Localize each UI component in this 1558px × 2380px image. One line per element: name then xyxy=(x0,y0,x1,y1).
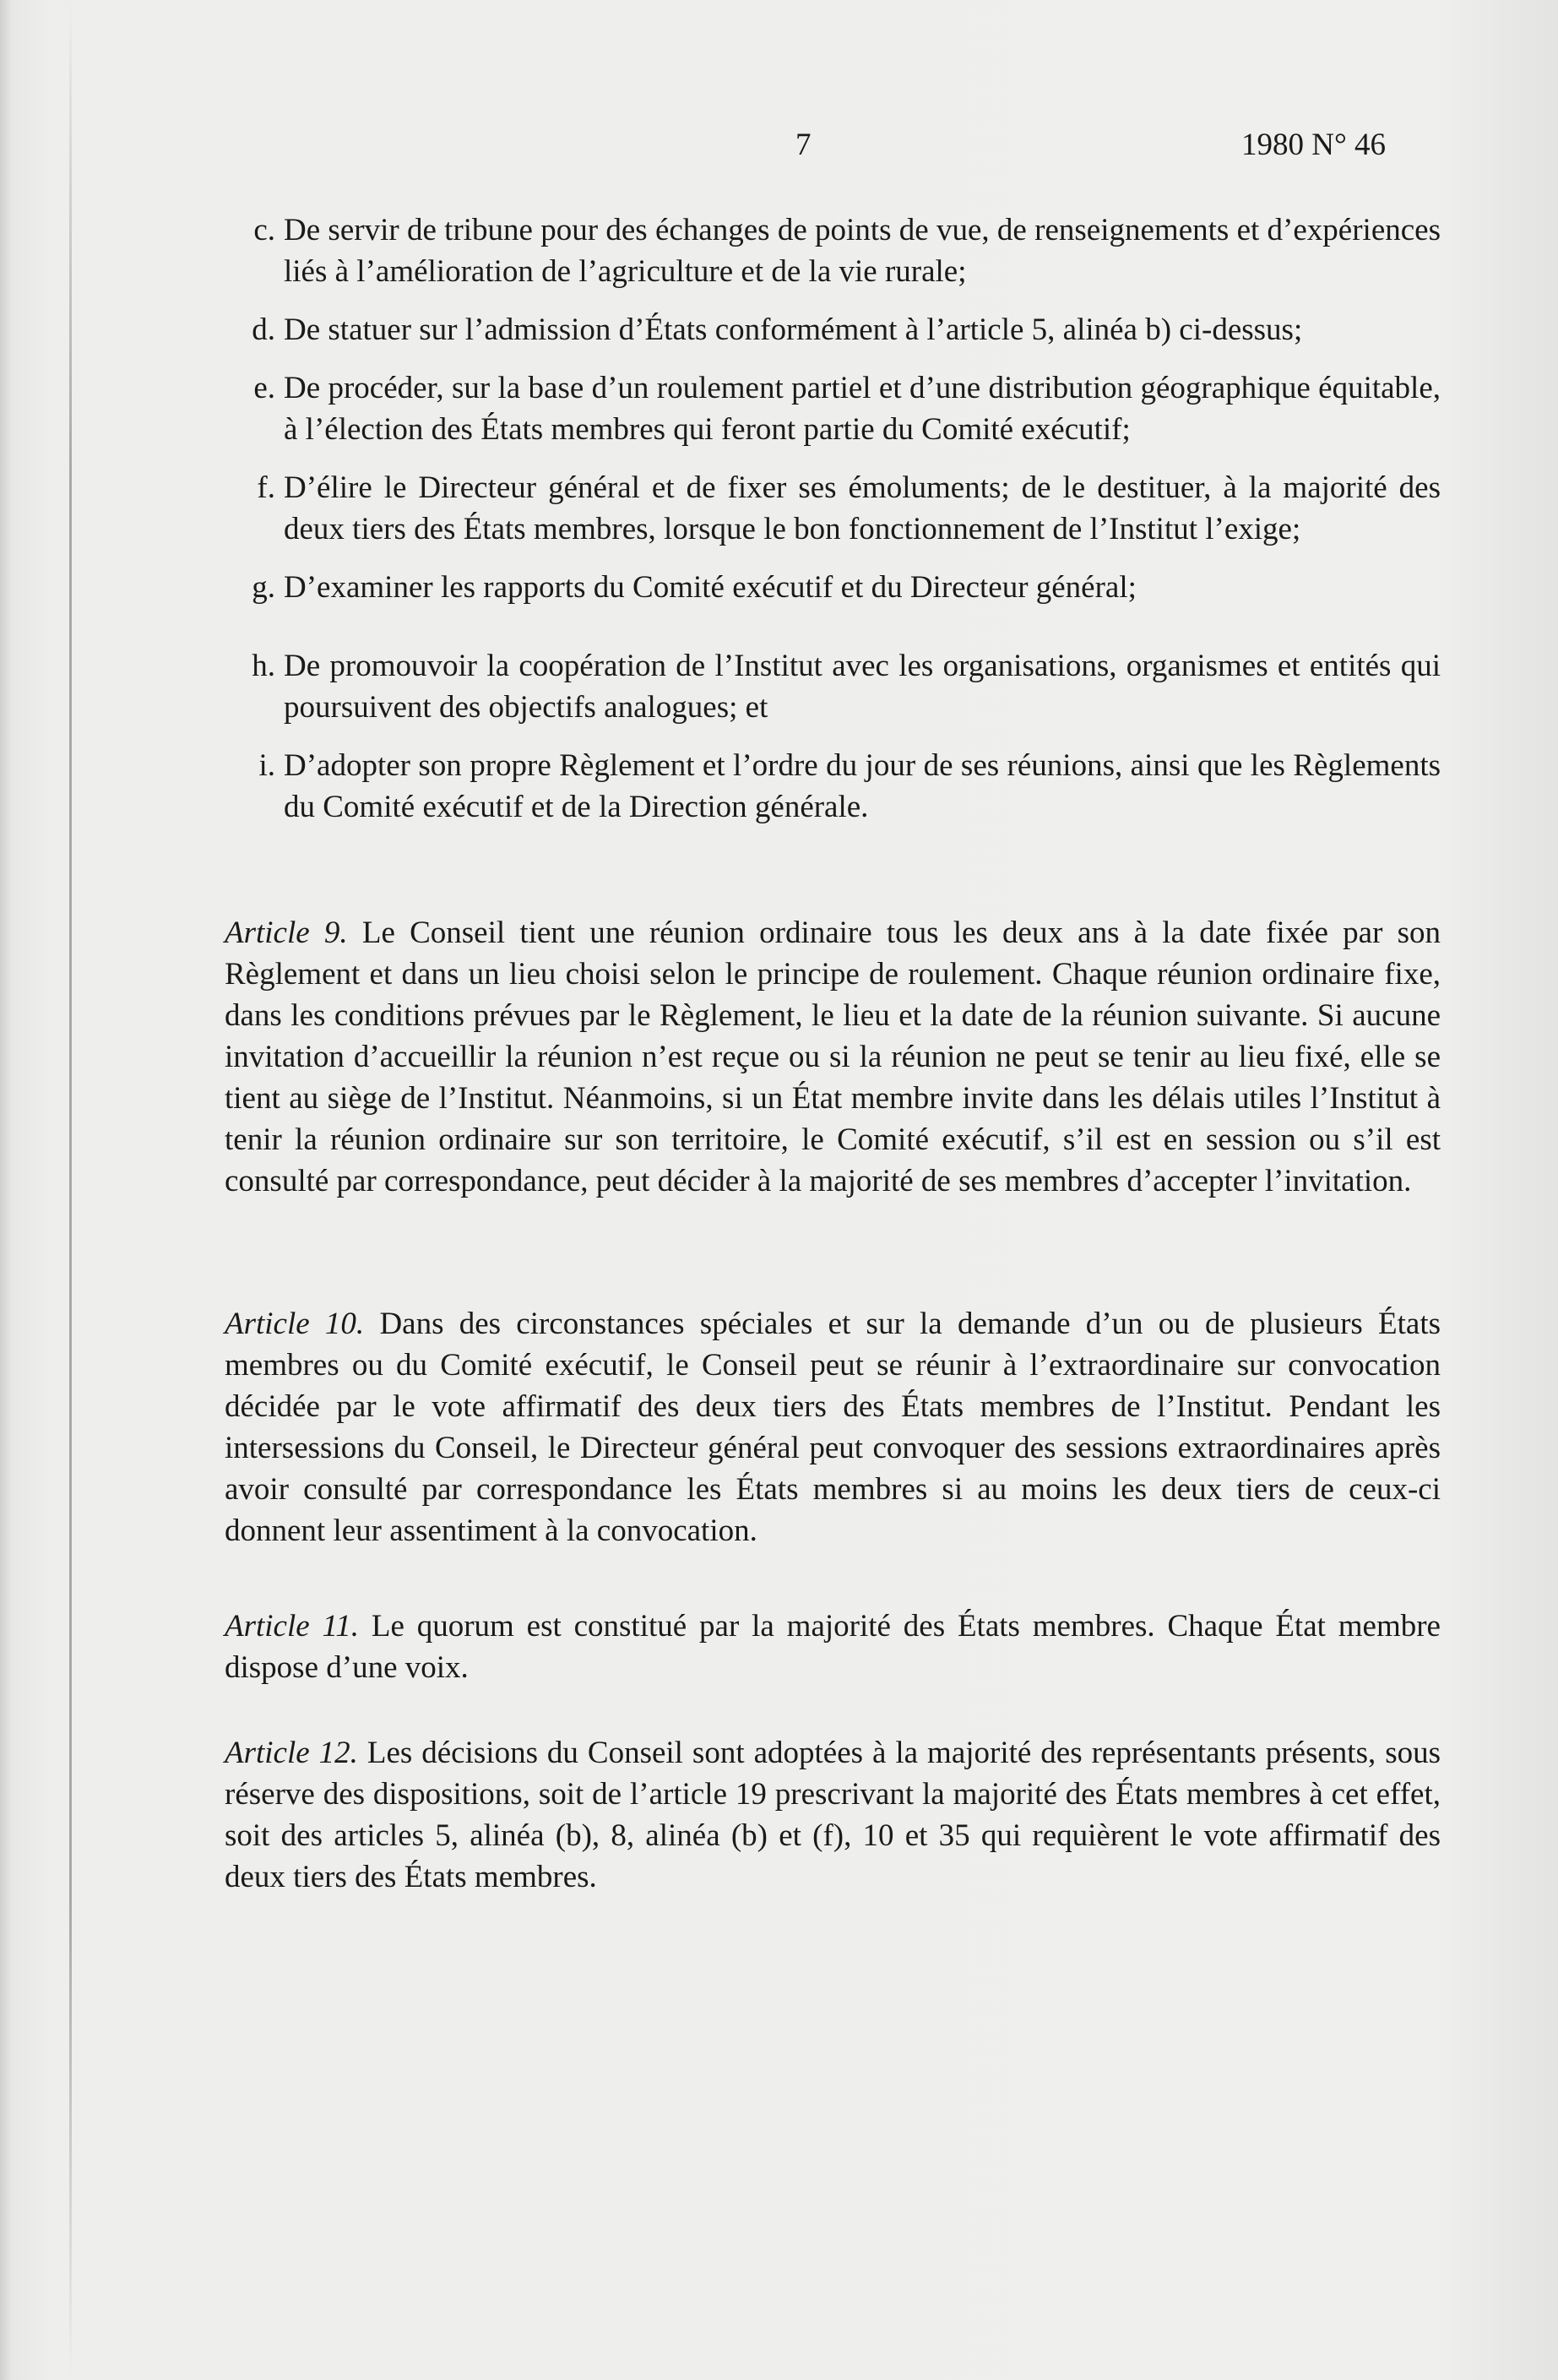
article-text: Dans des circonstances spéciales et sur la demande d’un ou de plusieurs États membres ou du Comité exécutif, le Conseil peut se réunir à l’extraordinaire sur convocation décidée par le vote affirmatif des deux tiers des États membres de l’Institut. Pendant les intersessions du Conseil, le Directeur général peut convoquer des sessions extraordinaires après avoir consulté par correspondance les États membres si au moins les deux tiers de ceux-ci donnent leur assentiment à la convocation. xyxy=(225,1307,1441,1548)
list-item xyxy=(225,467,1441,550)
page-header xyxy=(0,127,1558,169)
article-9 xyxy=(225,912,1441,1202)
list-item xyxy=(225,309,1441,350)
list-marker: i. xyxy=(258,748,275,783)
article-10 xyxy=(225,1303,1441,1551)
article-title: Article 9. xyxy=(225,916,348,950)
list-item xyxy=(225,209,1441,292)
list-item xyxy=(225,645,1441,728)
list-item-text: D’examiner les rapports du Comité exécutif et du Directeur général; xyxy=(284,570,1137,605)
article-text: Les décisions du Conseil sont adoptées à la majorité des représentants présents, sous réserve des dispositions, soit de l’article 19 prescrivant la majorité des États membres à cet effet, soit des articles 5, alinéa (b), 8, alinéa (b) et (f), 10 et 35 qui requièrent le vote affirmatif des deux tiers des États membres. xyxy=(225,1736,1441,1894)
article-text: Le Conseil tient une réunion ordinaire tous les deux ans à la date fixée par son Règlement et dans un lieu choisi selon le principe de roulement. Chaque réunion ordinaire fixe, dans les conditions prévues par le Règlement, le lieu et la date de la réunion suivante. Si aucune invitation d’accueillir la réunion n’est reçue ou si la réunion ne peut se tenir au lieu fixé, elle se tient au siège de l’Institut. Néanmoins, si un État membre invite dans les délais utiles l’Institut à tenir la réunion ordinaire sur son territoire, le Comité exécutif, s’il est en session ou s’il est consulté par correspondance, peut décider à la majorité de ses membres d’accepter l’invitation. xyxy=(225,916,1441,1198)
article-title: Article 12. xyxy=(225,1736,358,1770)
list-item xyxy=(225,745,1441,828)
article-text: Le quorum est constitué par la majorité des États membres. Chaque État membre dispose d’une voix. xyxy=(225,1609,1441,1685)
page-body xyxy=(225,209,1441,1898)
list-marker: g. xyxy=(252,570,275,605)
list-item xyxy=(225,567,1441,608)
list-item-text: De statuer sur l’admission d’États conformément à l’article 5, alinéa b) ci-dessus; xyxy=(284,312,1303,347)
list-marker: d. xyxy=(252,312,275,347)
document-reference: 1980 N° 46 xyxy=(1241,128,1387,162)
list-marker: c. xyxy=(253,213,275,247)
list-item xyxy=(225,367,1441,450)
list-item-text: De procéder, sur la base d’un roulement partiel et d’une distribution géographique équitable, à l’élection des États membres qui feront partie du Comité exécutif; xyxy=(284,371,1441,447)
list-item-text: De servir de tribune pour des échanges de points de vue, de renseignements et d’expériences liés à l’amélioration de l’agriculture et de la vie rurale; xyxy=(284,213,1441,289)
article-title: Article 10. xyxy=(225,1307,365,1341)
article-12 xyxy=(225,1732,1441,1898)
enumerated-list xyxy=(225,209,1441,828)
list-item-text: D’élire le Directeur général et de fixer ses émoluments; de le destituer, à la majorité des deux tiers des États membres, lorsque le bon fonctionnement de l’Institut l’exige; xyxy=(284,470,1441,546)
list-item-text: D’adopter son propre Règlement et l’ordre du jour de ses réunions, ainsi que les Règlements du Comité exécutif et de la Direction générale. xyxy=(284,748,1441,824)
binding-edge xyxy=(69,0,72,2380)
list-marker: f. xyxy=(257,470,275,505)
article-title: Article 11. xyxy=(225,1609,360,1644)
article-11 xyxy=(225,1606,1441,1688)
list-marker: h. xyxy=(252,649,275,683)
list-marker: e. xyxy=(253,371,275,405)
list-item-text: De promouvoir la coopération de l’Institut avec les organisations, organismes et entités qui poursuivent des objectifs analogues; et xyxy=(284,649,1441,725)
page-number: 7 xyxy=(795,128,812,162)
